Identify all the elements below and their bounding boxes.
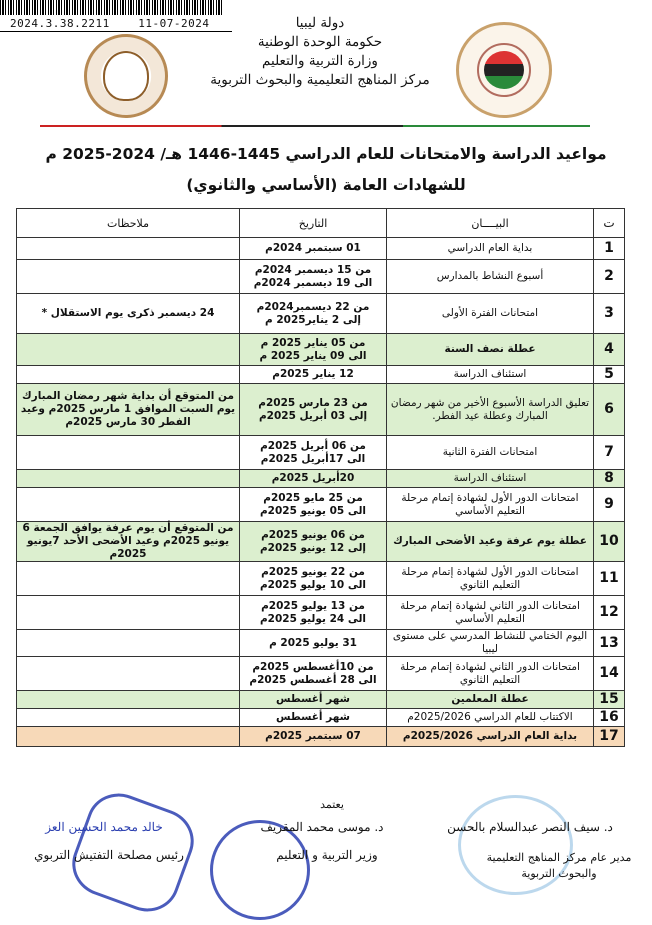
barcode	[0, 0, 224, 15]
row-statement: الاكتتاب للعام الدراسي 2025/2026م	[387, 709, 594, 727]
document-header	[160, 14, 480, 90]
row-remarks	[17, 562, 240, 596]
row-remarks	[17, 657, 240, 691]
row-statement: عطلة المعلمين	[387, 691, 594, 709]
row-number: 9	[594, 488, 625, 522]
approved-label: يعتمد	[320, 798, 344, 811]
schedule-table	[16, 208, 625, 747]
row-remarks	[17, 334, 240, 366]
row-date: من 22 يونيو 2025م الى 10 يوليو 2025م	[240, 562, 387, 596]
table-row	[17, 384, 625, 436]
table-row	[17, 488, 625, 522]
table-row	[17, 436, 625, 470]
row-date: من 06 يونيو 2025م إلى 12 يونيو 2025م	[240, 522, 387, 562]
header-line-government: حكومة الوحدة الوطنية	[257, 34, 383, 50]
row-date: من 10أغسطس 2025م الى 28 أغسطس 2025م	[240, 657, 387, 691]
table-row	[17, 366, 625, 384]
header-num: ت	[594, 209, 625, 238]
minister-stamp	[210, 820, 310, 920]
row-date: من 22 ديسمبر2024م إلى 2 يناير2025 م	[240, 294, 387, 334]
row-date: من 15 ديسمبر 2024م الى 19 ديسمبر 2024م	[240, 260, 387, 294]
row-date: 01 سبتمبر 2024م	[240, 238, 387, 260]
table-row	[17, 260, 625, 294]
table-row	[17, 522, 625, 562]
row-remarks: 24 ديسمبر ذكرى يوم الاستقلال *	[17, 294, 240, 334]
row-date: 07 سبتمبر 2025م	[240, 727, 387, 747]
header-date: التاريخ	[240, 209, 387, 238]
row-statement: امتحانات الدور الأول لشهادة إتمام مرحلة التعليم الأساسي	[387, 488, 594, 522]
row-date: شهر أغسطس	[240, 709, 387, 727]
document-title: مواعيد الدراسة والامتحانات للعام الدراسي 1445-1446 هـ/ 2024-2025 م	[45, 145, 607, 163]
table-row	[17, 470, 625, 488]
row-number: 12	[594, 596, 625, 630]
row-number: 11	[594, 562, 625, 596]
row-statement: أسبوع النشاط بالمدارس	[387, 260, 594, 294]
header-divider	[40, 125, 590, 127]
row-date: 31 يوليو 2025 م	[240, 630, 387, 657]
row-statement: بداية العام الدراسي	[387, 238, 594, 260]
row-remarks: من المتوقع أن يوم عرفة يوافق الجمعة 6 يونيو 2025م وعيد الأضحى الأحد 7يونيو 2025م	[17, 522, 240, 562]
row-statement: امتحانات الفترة الأولى	[387, 294, 594, 334]
row-statement: استئناف الدراسة	[387, 470, 594, 488]
header-line-ministry: وزارة التربية والتعليم	[262, 53, 378, 69]
row-number: 16	[594, 709, 625, 727]
row-remarks	[17, 238, 240, 260]
row-number: 6	[594, 384, 625, 436]
row-statement: امتحانات الدور الثاني لشهادة إتمام مرحلة التعليم الثانوي	[387, 657, 594, 691]
row-statement: عطلة نصف السنة	[387, 334, 594, 366]
reference-number: 2024.3.38.2211	[10, 17, 110, 30]
education-ministry-logo	[84, 34, 168, 118]
header-statement: البيــــان	[387, 209, 594, 238]
table-row	[17, 562, 625, 596]
row-number: 3	[594, 294, 625, 334]
row-number: 15	[594, 691, 625, 709]
row-remarks	[17, 488, 240, 522]
table-row	[17, 727, 625, 747]
row-date: من 06 أبريل 2025م الى 17أبريل 2025م	[240, 436, 387, 470]
row-statement: امتحانات الدور الأول لشهادة إتمام مرحلة التعليم الثانوي	[387, 562, 594, 596]
signatory-left-name: خالد محمد الحسين العز	[45, 820, 163, 834]
signatory-right-name: د. سيف النصر عبدالسلام بالحسن	[447, 820, 613, 834]
row-statement: تعليق الدراسة الأسبوع الأخير من شهر رمضان المبارك وعطلة عيد الفطر.	[387, 384, 594, 436]
table-row	[17, 657, 625, 691]
row-number: 1	[594, 238, 625, 260]
row-remarks	[17, 596, 240, 630]
table-row	[17, 596, 625, 630]
table-row	[17, 294, 625, 334]
row-remarks: من المتوقع أن بداية شهر رمضان المبارك يوم السبت الموافق 1 مارس 2025م وعيد الفطر 30 مارس 2025م	[17, 384, 240, 436]
row-statement: عطلة يوم عرفة وعيد الأضحى المبارك	[387, 522, 594, 562]
header-remarks: ملاحظات	[17, 209, 240, 238]
signatory-right-title: مدير عام مركز المناهج التعليمية والبحوث التربوية	[486, 851, 632, 880]
row-remarks	[17, 630, 240, 657]
row-date: من 25 مايو 2025م الى 05 يونيو 2025م	[240, 488, 387, 522]
row-statement: امتحانات الدور الثاني لشهادة إتمام مرحلة التعليم الأساسي	[387, 596, 594, 630]
table-row	[17, 691, 625, 709]
reference-date: 11-07-2024	[138, 17, 210, 30]
row-number: 8	[594, 470, 625, 488]
table-header-row	[17, 209, 625, 238]
row-number: 10	[594, 522, 625, 562]
row-remarks	[17, 727, 240, 747]
table-row	[17, 334, 625, 366]
row-remarks	[17, 470, 240, 488]
row-date: 12 يناير 2025م	[240, 366, 387, 384]
row-statement: استئناف الدراسة	[387, 366, 594, 384]
row-number: 2	[594, 260, 625, 294]
table-row	[17, 709, 625, 727]
row-date: من 23 مارس 2025م إلى 03 أبريل 2025م	[240, 384, 387, 436]
row-number: 13	[594, 630, 625, 657]
row-remarks	[17, 709, 240, 727]
header-line-center: مركز المناهج التعليمية والبحوث التربوية	[210, 72, 430, 88]
signatory-middle-title: وزير التربية و التعليم	[276, 848, 378, 862]
row-remarks	[17, 436, 240, 470]
row-date: من 05 يناير 2025 م الى 09 يناير 2025 م	[240, 334, 387, 366]
signatory-left-title: رئيس مصلحة التفتيش التربوي	[34, 848, 184, 862]
document-subtitle: للشهادات العامة (الأساسي والثانوي)	[186, 176, 466, 194]
row-statement: امتحانات الفترة الثانية	[387, 436, 594, 470]
row-statement: بداية العام الدراسي 2025/2026م	[387, 727, 594, 747]
row-number: 14	[594, 657, 625, 691]
row-number: 4	[594, 334, 625, 366]
table-row	[17, 238, 625, 260]
signatory-middle-name: د. موسى محمد المقريف	[260, 820, 384, 834]
row-number: 17	[594, 727, 625, 747]
row-remarks	[17, 260, 240, 294]
row-date: شهر أغسطس	[240, 691, 387, 709]
row-date: من 13 يوليو 2025م الى 24 يوليو 2025م	[240, 596, 387, 630]
schedule-rows	[17, 238, 625, 747]
row-remarks	[17, 691, 240, 709]
row-number: 5	[594, 366, 625, 384]
table-row	[17, 630, 625, 657]
header-line-state: دولة ليبيا	[295, 15, 345, 31]
row-date: 20أبريل 2025م	[240, 470, 387, 488]
row-remarks	[17, 366, 240, 384]
row-statement: اليوم الختامي للنشاط المدرسي على مستوى ليبيا	[387, 630, 594, 657]
row-number: 7	[594, 436, 625, 470]
